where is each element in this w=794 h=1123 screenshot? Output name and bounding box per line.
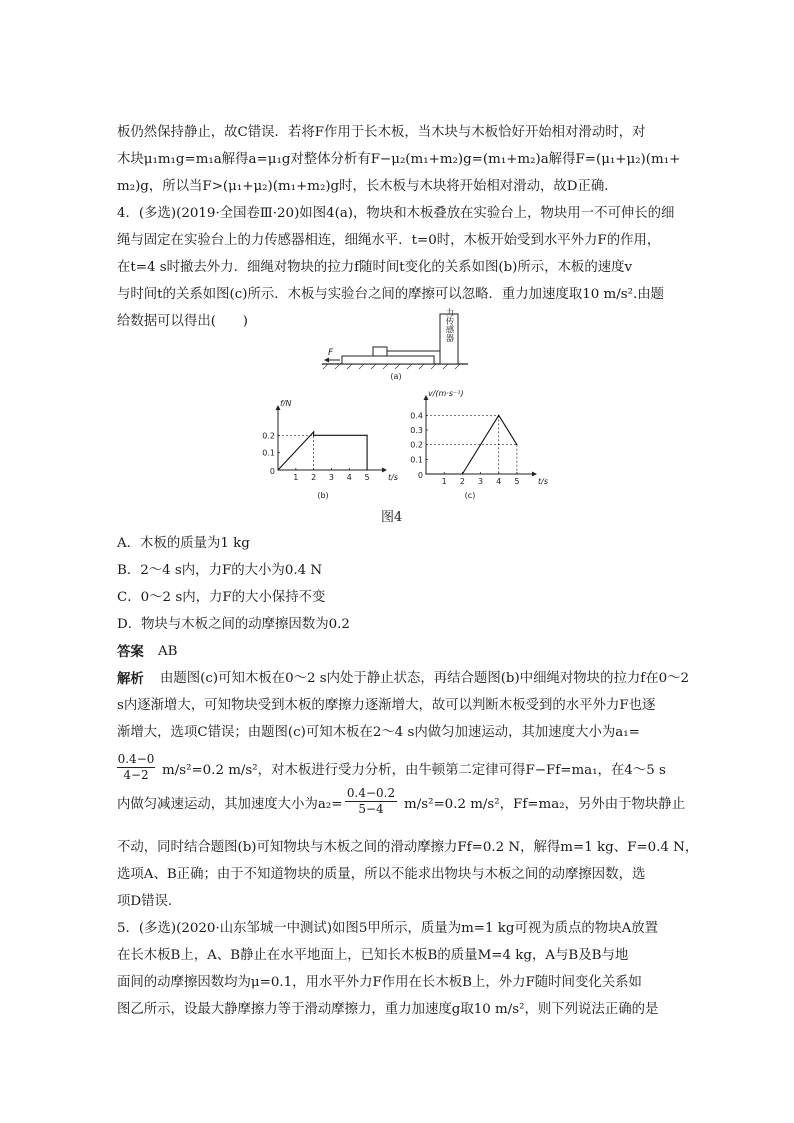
analysis-line: m/s²=0.2 m/s²，对木板进行受力分析，由牛顿第二定律可得F−Ff=ma₁，在4～5 s [162, 763, 666, 778]
x-axis-arrow [532, 472, 537, 477]
fraction-numerator: 0.4−0.2 [346, 786, 396, 800]
question-5-line: 图乙所示，设最大静摩擦力等于滑动摩擦力，重力加速度g取10 m/s²，则下列说法正确的是 [117, 1002, 659, 1017]
x-tick-label: 3 [328, 473, 335, 482]
data-point [366, 469, 367, 470]
data-point [313, 431, 314, 432]
question-4-line: 绳与固定在实验台上的力传感器相连，细绳水平．t=0时，木板开始受到水平外力F的作用， [117, 233, 661, 248]
sensor-label: 力传感器 [444, 308, 454, 342]
analysis-line: 不动，同时结合题图(b)可知物块与木板之间的滑动摩擦力Ff=0.2 N，解得m=1 kg、F=0.4 N， [117, 840, 699, 855]
x-axis-arrow [382, 468, 387, 473]
text-line: 木块μ₁m₁g=m₁a解得a=μ₁g对整体分析有F−μ₂(m₁+m₂)g=(m₁+m₂)a解得F=(μ₁+μ₂)(m₁+ [117, 152, 681, 167]
x-tick-label: 3 [477, 477, 484, 486]
chart-b [248, 392, 398, 504]
data-point [462, 473, 463, 474]
x-axis-label: t/s [538, 477, 548, 486]
analysis-label: 解析 [117, 671, 144, 687]
origin-label: 0 [269, 467, 275, 476]
x-tick-label: 2 [311, 473, 317, 482]
analysis-line: 由题图(c)可知木板在0～2 s内处于静止状态，再结合题图(b)中细绳对物块的拉力f在0～2 [160, 671, 690, 686]
y-axis-label: v/(m·s⁻¹) [428, 389, 464, 398]
figure-a-caption: (a) [390, 372, 402, 381]
analysis-line: 项D错误． [117, 894, 182, 909]
question-5-line: 面间的动摩擦因数均为μ=0.1，用水平外力F作用在长木板B上，外力F随时间变化关系如 [117, 975, 642, 990]
option-b: B．2～4 s内，力F的大小为0.4 N [117, 563, 323, 578]
figure-a-apparatus [318, 310, 474, 382]
fraction-numerator: 0.4−0 [117, 752, 155, 766]
y-tick-label: 0.1 [410, 455, 423, 465]
origin-label: 0 [417, 471, 423, 480]
data-point [516, 444, 517, 445]
data-point [498, 415, 499, 416]
answer-value: AB [158, 644, 178, 659]
x-tick-label: 4 [346, 473, 352, 482]
fraction-a2 [345, 786, 397, 817]
text-line: m₂)g，所以当F>(μ₁+μ₂)(m₁+m₂)g时，长木板与木块将开始相对滑动，故D正确． [117, 179, 618, 194]
fraction-denominator: 5−4 [345, 801, 397, 817]
y-tick-label: 0.4 [410, 411, 423, 421]
analysis-line: 内做匀减速运动，其加速度大小为a₂= [117, 797, 343, 812]
figure-caption: 图4 [381, 510, 403, 525]
x-tick-label: 1 [441, 477, 447, 486]
y-tick-label: 0.1 [262, 448, 275, 458]
y-tick-label: 0.2 [410, 440, 423, 450]
y-tick-label: 0.3 [410, 426, 423, 435]
x-tick-label: 2 [459, 477, 465, 486]
chart-caption: (c) [464, 491, 476, 500]
x-tick-label: 5 [364, 473, 370, 482]
fraction-denominator: 4−2 [117, 767, 155, 783]
analysis-line: m/s²=0.2 m/s²，Ff=ma₂，另外由于物块静止 [404, 797, 686, 812]
chart-caption: (b) [317, 491, 329, 500]
y-tick-label: 0.2 [262, 431, 275, 441]
option-c: C．0～2 s内，力F的大小保持不变 [117, 590, 326, 605]
question-5-line: 在长木板B上，A、B静止在水平地面上，已知长木板B的质量M=4 kg，A与B及B与地 [117, 948, 629, 963]
question-4-line: 给数据可以得出( ) [117, 314, 248, 329]
question-5-line: 5．(多选)(2020·山东邹城一中测试)如图5甲所示，质量为m=1 kg可视为质点的物块A放置 [117, 921, 659, 936]
option-a: A．木板的质量为1 kg [117, 536, 250, 551]
x-tick-label: 4 [496, 477, 502, 486]
question-4-line: 与时间t的关系如图(c)所示．木板与实验台之间的摩擦可以忽略．重力加速度取10 m/s².由题 [117, 287, 664, 302]
fraction-a1 [117, 752, 155, 783]
data-point [277, 469, 278, 470]
analysis-line: 渐增大，选项C错误；由题图(c)可知木板在2～4 s内做匀加速运动，其加速度大小为a₁= [117, 725, 640, 740]
question-4-line: 在t=4 s时撤去外力．细绳对物块的拉力f随时间t变化的关系如图(b)所示，木板的速度v [117, 260, 633, 275]
force-label: F [328, 348, 334, 358]
answer-label: 答案 [117, 644, 144, 660]
data-point [425, 473, 426, 474]
x-tick-label: 5 [514, 477, 520, 486]
text-line: 板仍然保持静止，故C错误．若将F作用于长木板，当木块与木板恰好开始相对滑动时，对 [117, 125, 646, 140]
y-axis-label: f/N [280, 399, 292, 408]
series-f-line [278, 432, 367, 470]
data-point [313, 435, 314, 436]
x-axis-label: t/s [388, 473, 398, 482]
analysis-line: s内逐渐增大，可知物块受到木板的摩擦力逐渐增大，故可以判断木板受到的水平外力F也逐 [117, 698, 656, 713]
analysis-line: 选项A、B正确；由于不知道物块的质量，所以不能求出物块与木板之间的动摩擦因数，选 [117, 867, 646, 882]
option-d: D．物块与木板之间的动摩擦因数为0.2 [117, 617, 350, 632]
chart-c [396, 388, 546, 504]
data-point [366, 435, 367, 436]
question-4-line: 4．(多选)(2019·全国卷Ⅲ·20)如图4(a)，物块和木板叠放在实验台上，物块用一不可伸长的细 [117, 206, 675, 221]
x-tick-label: 1 [293, 473, 299, 482]
